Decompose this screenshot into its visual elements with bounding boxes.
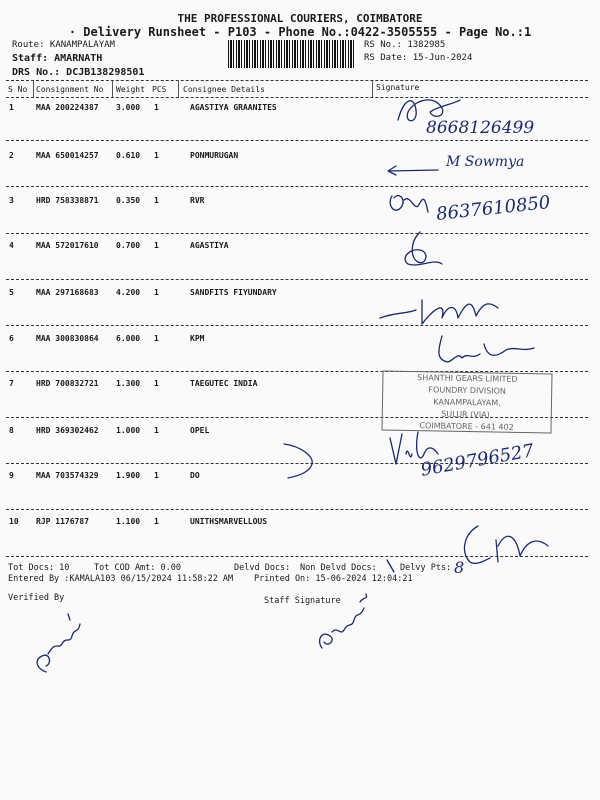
handwritten-phone-row-9: 9629796527 — [419, 440, 536, 481]
row-weight: 0.610 — [116, 151, 141, 160]
row-pcs: 1 — [154, 241, 159, 250]
rs-number: RS No.: 1382985 — [364, 40, 446, 50]
signature-row-4 — [390, 228, 450, 273]
row-consignee: AGASTIYA GRAANITES — [190, 103, 277, 112]
row-divider — [6, 279, 588, 280]
row-pcs: 1 — [154, 288, 159, 297]
row-sno: 3 — [9, 196, 14, 205]
row-weight: 1.300 — [116, 379, 141, 388]
row-consignee: TAEGUTEC INDIA — [190, 379, 258, 388]
row-pcs: 1 — [154, 471, 159, 480]
signature-row-5 — [376, 292, 506, 332]
row-consignee: AGASTIYA — [190, 241, 229, 250]
row-consignee: SANDFITS FIYUNDARY — [190, 288, 277, 297]
row-sno: 8 — [9, 426, 14, 435]
handwritten-phone-row-1: 8668126499 — [426, 118, 535, 138]
row-weight: 4.200 — [116, 288, 141, 297]
column-divider — [372, 81, 373, 98]
col-header-pcs: PCS — [152, 85, 167, 94]
stamp-line: SULUR (VIA), — [441, 409, 493, 420]
scribble-mark-row-9 — [280, 440, 330, 485]
col-header-consignment: Consignment No — [36, 85, 104, 94]
column-divider — [33, 81, 34, 98]
entered-by: Entered By :KAMALA103 06/15/2024 11:58:22 AM — [8, 574, 234, 584]
row-weight: 1.900 — [116, 471, 141, 480]
col-header-signature: Signature — [376, 83, 420, 92]
handwritten-delivery-points: 8 — [454, 558, 465, 577]
row-consignment: MAA 703574329 — [36, 471, 99, 480]
signature-row-10 — [456, 516, 566, 571]
col-header-weight: Weight — [116, 85, 145, 94]
row-sno: 7 — [9, 379, 14, 388]
row-pcs: 1 — [154, 151, 159, 160]
verifier-signature — [28, 610, 88, 680]
handwritten-name-row-2: M Sowmya — [446, 154, 525, 170]
total-docs: Tot Docs: 10 — [8, 563, 70, 573]
row-divider — [6, 509, 588, 510]
row-pcs: 1 — [154, 196, 159, 205]
stamp-line: KANAMPALAYAM, — [433, 397, 501, 408]
row-consignment: HRD 369302462 — [36, 426, 99, 435]
arrow-mark-row-2 — [382, 160, 442, 180]
route-label: Route: KANAMPALAYAM — [12, 40, 115, 50]
column-divider — [178, 81, 179, 98]
barcode — [228, 40, 356, 68]
row-sno: 10 — [9, 517, 19, 526]
stamp-line: FOUNDRY DIVISION — [428, 385, 506, 396]
row-weight: 1.100 — [116, 517, 141, 526]
row-consignee: UNITHSMARVELLOUS — [190, 517, 268, 526]
row-sno: 6 — [9, 334, 14, 343]
row-weight: 6.000 — [116, 334, 141, 343]
verified-by-label: Verified By — [8, 593, 65, 603]
row-consignee: DO — [190, 471, 200, 480]
delivered-docs: Delvd Docs: — [234, 563, 291, 573]
row-weight: 0.700 — [116, 241, 141, 250]
row-pcs: 1 — [154, 334, 159, 343]
company-title: THE PROFESSIONAL COURIERS, COIMBATORE — [177, 12, 423, 25]
col-header-sno: S No — [8, 85, 28, 94]
row-sno: 4 — [9, 241, 14, 250]
printed-on: Printed On: 15-06-2024 12:04:21 — [254, 574, 413, 584]
row-consignment: HRD 700832721 — [36, 379, 99, 388]
delivery-points: Delvy Pts: — [400, 563, 452, 573]
row-consignee: KPM — [190, 334, 205, 343]
tick-mark — [384, 558, 398, 574]
row-consignee: PONMURUGAN — [190, 151, 239, 160]
non-delivered-docs: Non Delvd Docs: — [300, 563, 377, 573]
table-top-border — [6, 80, 588, 81]
row-consignment: MAA 572017610 — [36, 241, 99, 250]
row-pcs: 1 — [154, 103, 159, 112]
table-header-border — [6, 97, 588, 98]
row-sno: 2 — [9, 151, 14, 160]
row-sno: 9 — [9, 471, 14, 480]
stamp-line: SHANTHI GEARS LIMITED — [417, 373, 518, 384]
row-divider — [6, 140, 588, 141]
staff-signature-label: Staff Signature — [264, 596, 341, 606]
row-consignment: MAA 297168683 — [36, 288, 99, 297]
row-weight: 1.000 — [116, 426, 141, 435]
row-consignment: MAA 200224387 — [36, 103, 99, 112]
row-divider — [6, 186, 588, 187]
row-weight: 3.000 — [116, 103, 141, 112]
row-consignment: RJP 1176787 — [36, 517, 89, 526]
row-pcs: 1 — [154, 517, 159, 526]
total-cod-amount: Tot COD Amt: 0.00 — [94, 563, 181, 573]
row-divider — [6, 233, 588, 234]
row-weight: 0.350 — [116, 196, 141, 205]
rs-date: RS Date: 15-Jun-2024 — [364, 53, 473, 63]
row-consignment: MAA 650014257 — [36, 151, 99, 160]
col-header-consignee: Consignee Details — [183, 85, 265, 94]
row-sno: 1 — [9, 103, 14, 112]
row-consignment: HRD 758338871 — [36, 196, 99, 205]
row-consignee: OPEL — [190, 426, 210, 435]
stamp-line: COIMBATORE - 641 402 — [419, 421, 514, 432]
runsheet-title: · Delivery Runsheet - P103 - Phone No.:0422-3505555 - Page No.:1 — [68, 25, 532, 39]
row-consignment: MAA 300830864 — [36, 334, 99, 343]
staff-label: Staff: AMARNATH — [12, 53, 103, 64]
row-consignee: RVR — [190, 196, 205, 205]
drs-label: DRS No.: DCJB138298501 — [12, 67, 145, 78]
row-pcs: 1 — [154, 379, 159, 388]
row-sno: 5 — [9, 288, 14, 297]
column-divider — [112, 81, 113, 98]
row-pcs: 1 — [154, 426, 159, 435]
signature-row-6 — [428, 330, 538, 370]
staff-signature — [314, 590, 374, 660]
handwritten-phone-row-3: 8637610850 — [435, 192, 552, 225]
